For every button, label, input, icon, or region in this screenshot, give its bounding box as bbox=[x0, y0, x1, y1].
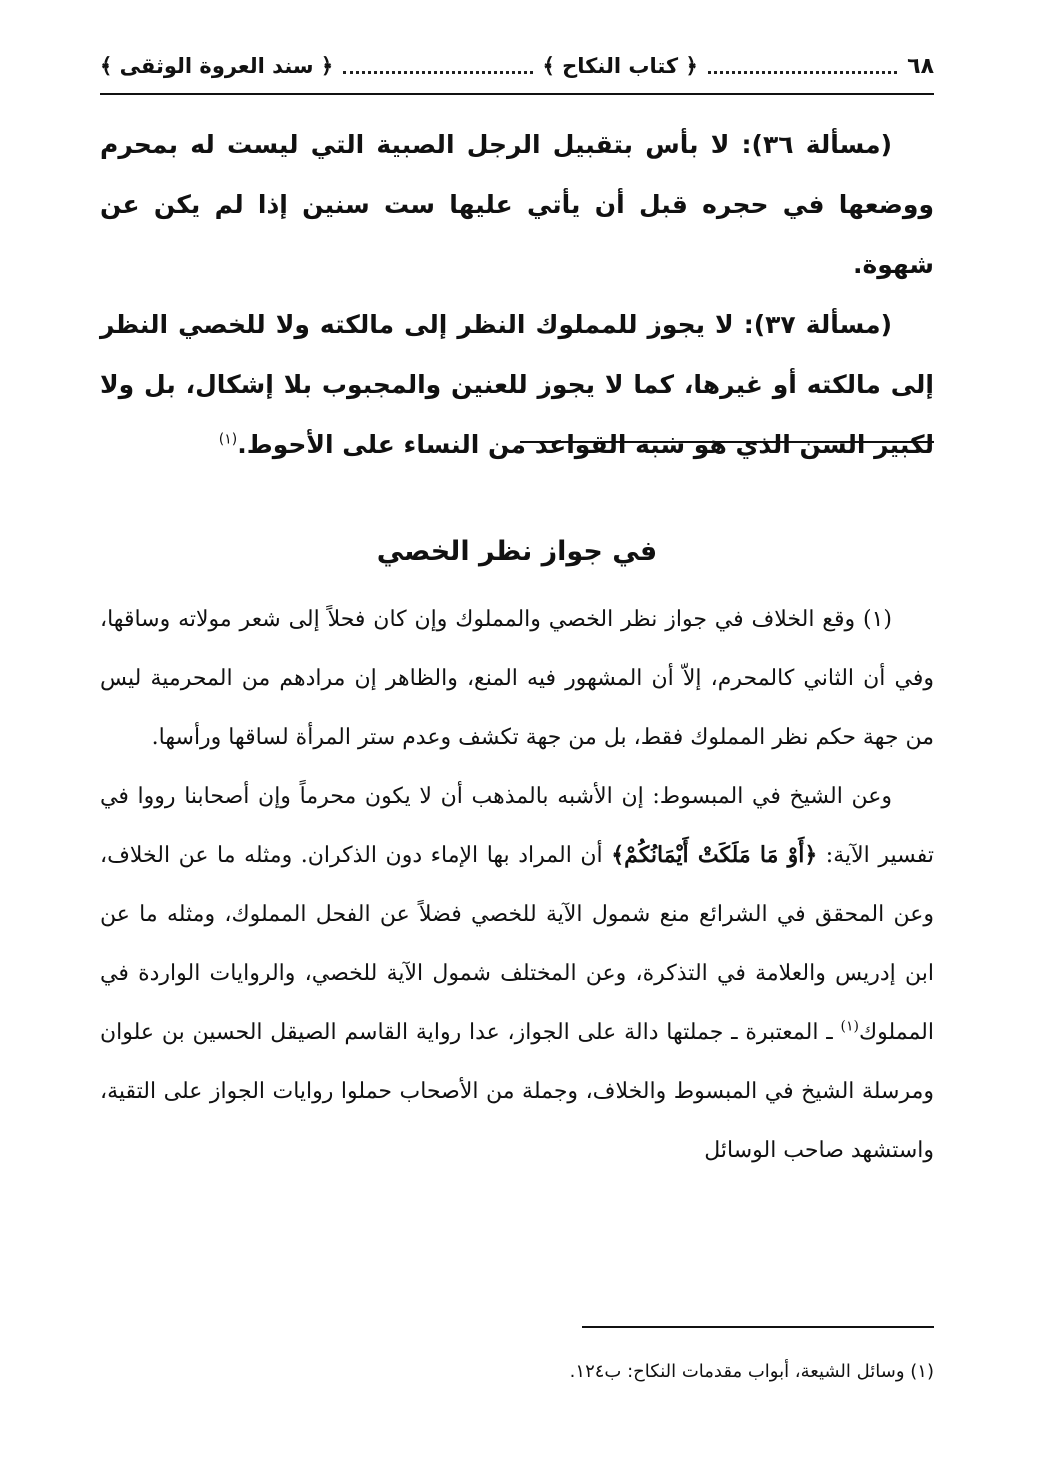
quran-verse: ﴿أَوْ مَا مَلَكَتْ أَيْمَانُكُمْ﴾ bbox=[611, 842, 818, 868]
page-number: ٦٨ bbox=[907, 53, 934, 79]
commentary-text bbox=[100, 590, 934, 1180]
commentary-paragraph-2: وعن الشيخ في المبسوط: إن الأشبه بالمذهب أن لا يكون محرماً وإن أصحابنا رووا في تفسير الآية: ﴿أَوْ مَا مَلَكَتْ أَيْمَانُكُمْ﴾ أن المراد بها الإماء دون الذكران. ومثله ما عن الخلاف، وعن المحقق في الشرائع منع شمول الآية للخصي فضلاً عن الفحل المملوك، ومثله ما عن ابن إدريس والعلامة في التذكرة، وعن المختلف شمول الآية للخصي، والروايات الواردة في المملوك$^{(١)}$ ـ المعتبرة ـ جملتها دالة على الجواز، عدا رواية القاسم الصيقل الحسين بن علوان ومرسلة الشيخ في المبسوط والخلاف، وجملة من الأصحاب حملوا روايات الجواز على التقية، واستشهد صاحب الوسائل bbox=[100, 784, 934, 1163]
header-dotted-leader bbox=[708, 70, 897, 74]
header-dotted-leader bbox=[343, 70, 532, 74]
section-title: في جواز نظر الخصي bbox=[376, 536, 658, 567]
issue-37: (مسألة ٣٧): لا يجوز للمملوك النظر إلى مالكته ولا للخصي النظر إلى مالكته أو غيرها، كما لا يجوز للعنين والمجبوب بلا إشكال، بل ولا لكبير السن الذي هو شبه القواعد من النساء على الأحوط.$^{(١)}$ bbox=[100, 310, 934, 459]
footnote-ref: (١) bbox=[218, 431, 238, 448]
footnote-rule bbox=[582, 1326, 934, 1328]
commentary-paragraph-1: (١) وقع الخلاف في جواز نظر الخصي والمملوك وإن كان فحلاً إلى شعر مولاته وساقها، وفي أن الثاني كالمحرم، إلاّ أن المشهور فيه المنع، والظاهر إن مرادهم من المحرمية ليس من جهة حكم نظر المملوك فقط، بل من جهة تكشف وعدم ستر المرأة لساقها ورأسها. bbox=[100, 607, 934, 750]
footnote-ref: (١) bbox=[840, 1018, 859, 1035]
main-text-block bbox=[100, 115, 934, 475]
footnote: (١) وسائل الشيعة، أبواب مقدمات النكاح: ب١٢٤. bbox=[569, 1361, 934, 1382]
chapter-title: ﴿ كتاب النكاح ﴾ bbox=[542, 54, 698, 78]
running-header bbox=[100, 42, 934, 90]
book-title: ﴿ سند العروة الوثقى ﴾ bbox=[100, 54, 334, 78]
header-rule bbox=[100, 93, 934, 95]
divider-rule bbox=[520, 441, 934, 443]
issue-36: (مسألة ٣٦): لا بأس بتقبيل الرجل الصبية التي ليست له بمحرم ووضعها في حجره قبل أن يأتي عليها ست سنين إذا لم يكن عن شهوة. bbox=[100, 130, 934, 279]
